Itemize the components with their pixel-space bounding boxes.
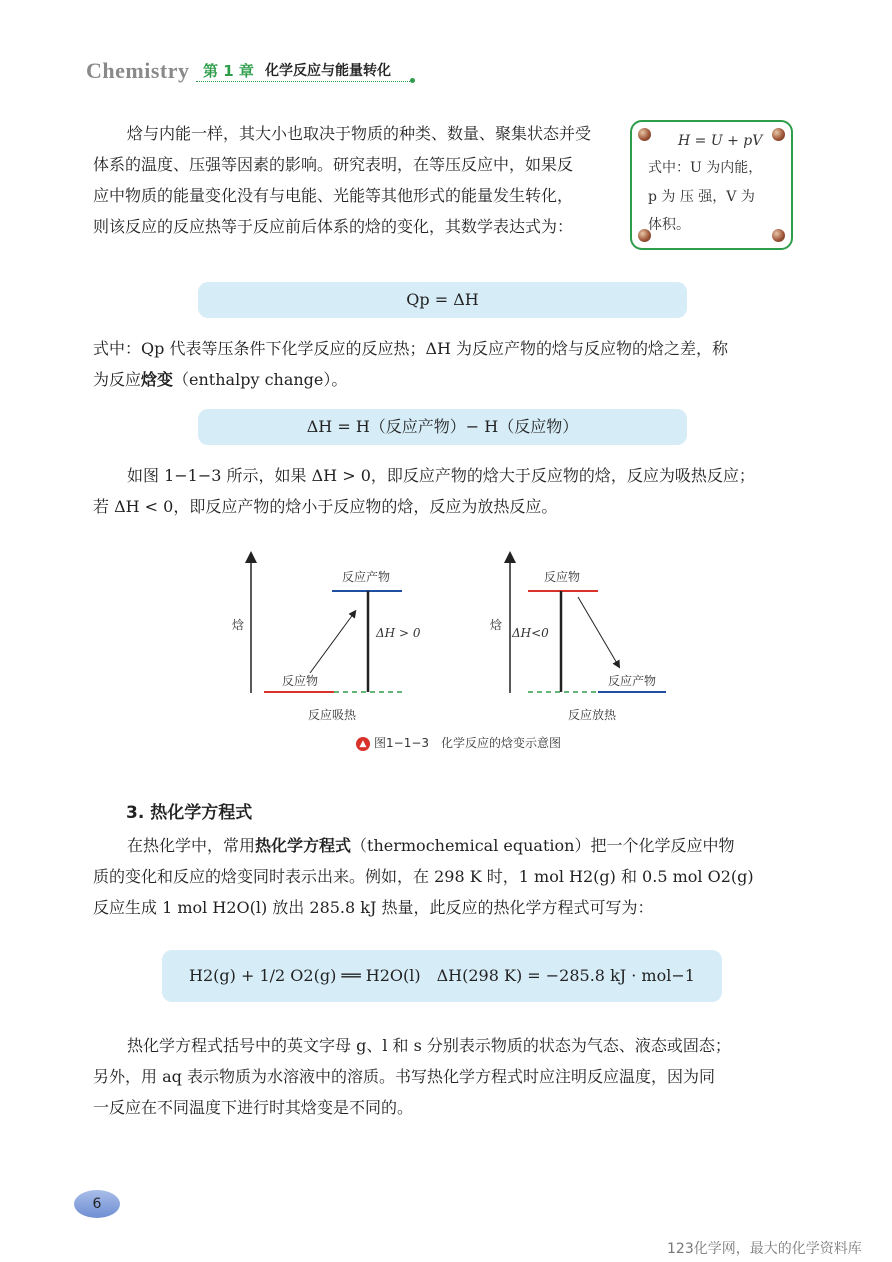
right-bottom-label: 反应产物 <box>608 674 657 688</box>
side-formula: H = U + pV <box>678 133 763 149</box>
side-line-2: p 为 压 强，V 为 <box>648 189 755 205</box>
formula-delta-h: ΔH = H（反应产物）− H（反应物） <box>198 409 687 445</box>
header-dot <box>410 78 415 83</box>
closing-line-1: 热化学方程式括号中的英文字母 g、l 和 s 分别表示物质的状态为气态、液态或固态； <box>127 1036 731 1055</box>
intro-line-1: 焓与内能一样，其大小也取决于物质的种类、数量、聚集状态并受 <box>127 124 592 143</box>
intro-line-3: 应中物质的能量变化没有与电能、光能等其他形式的能量发生转化， <box>93 186 574 205</box>
figure-intro-paragraph <box>93 460 813 522</box>
right-delta-label: ΔH<0 <box>512 626 549 640</box>
closing-paragraph <box>93 1030 813 1123</box>
pin-icon <box>638 128 651 141</box>
figure-intro-line-1: 如图 1−1−3 所示，如果 ΔH > 0，即反应产物的焓大于反应物的焓，反应为吸热反应； <box>127 466 755 485</box>
right-top-label: 反应物 <box>544 570 581 584</box>
chapter-number: 第 1 章 <box>203 62 254 80</box>
thermo-paragraph <box>93 830 813 923</box>
left-arrow <box>310 613 354 673</box>
explain-line-1: 式中：Qp 代表等压条件下化学反应的反应热；ΔH 为反应产物的焓与反应物的焓之差，称 <box>93 339 729 358</box>
header-divider <box>196 81 412 82</box>
figure-caption: ▲ 图1−1−3 化学反应的焓变示意图 <box>356 734 561 751</box>
left-delta-label: ΔH > 0 <box>376 626 421 640</box>
pin-icon <box>772 229 785 242</box>
right-axis-label: 焓 <box>490 618 503 632</box>
closing-line-2: 另外，用 aq 表示物质为水溶液中的溶质。书写热化学方程式时应注明反应温度，因为同 <box>93 1067 715 1086</box>
triangle-icon: ▲ <box>356 737 370 751</box>
left-axis-label: 焓 <box>232 618 245 632</box>
section-title: 3. 热化学方程式 <box>126 803 253 823</box>
intro-paragraph <box>93 118 628 242</box>
explain-line-2: 为反应焓变（enthalpy change）。 <box>93 370 348 389</box>
figure-intro-line-2: 若 ΔH < 0，即反应产物的焓小于反应物的焓，反应为放热反应。 <box>93 497 558 516</box>
right-caption: 反应放热 <box>568 708 617 722</box>
side-line-1: 式中：U 为内能， <box>648 160 763 176</box>
thermo-line-3: 反应生成 1 mol H2O(l) 放出 285.8 kJ 热量，此反应的热化学方程式可写为： <box>93 898 654 917</box>
side-line-3: 体积。 <box>648 217 690 233</box>
formula-qp: Qp = ΔH <box>198 282 687 318</box>
thermo-line-1: 在热化学中，常用热化学方程式（thermochemical equation）把一个化学反应中物 <box>127 836 735 855</box>
page-number: 6 <box>74 1190 120 1218</box>
chapter-title: 化学反应与能量转化 <box>265 63 391 79</box>
left-bottom-label: 反应物 <box>282 674 319 688</box>
thermochemical-equation: H2(g) + 1/2 O2(g) ══ H2O(l) ΔH(298 K) = −285.8 kJ · mol−1 <box>162 950 722 1002</box>
brand-title: Chemistry <box>86 58 190 83</box>
closing-line-3: 一反应在不同温度下进行时其焓变是不同的。 <box>93 1098 414 1117</box>
pin-icon <box>772 128 785 141</box>
side-note-box <box>630 120 793 250</box>
explain-paragraph <box>93 333 813 395</box>
thermo-line-2: 质的变化和反应的焓变同时表示出来。例如，在 298 K 时，1 mol H2(g) 和 0.5 mol O2(g) <box>93 867 754 886</box>
left-caption: 反应吸热 <box>308 708 357 722</box>
enthalpy-figure <box>220 545 680 725</box>
left-top-label: 反应产物 <box>342 570 391 584</box>
term-enthalpy-change: 焓变 <box>141 370 174 389</box>
intro-line-2: 体系的温度、压强等因素的影响。研究表明，在等压反应中，如果反 <box>93 155 574 174</box>
watermark: 123化学网，最大的化学资料库 <box>667 1241 862 1257</box>
term-thermochemical-equation: 热化学方程式 <box>255 836 352 855</box>
right-arrow <box>578 597 618 665</box>
intro-line-4: 则该反应的反应热等于反应前后体系的焓的变化，其数学表达式为： <box>93 217 574 236</box>
